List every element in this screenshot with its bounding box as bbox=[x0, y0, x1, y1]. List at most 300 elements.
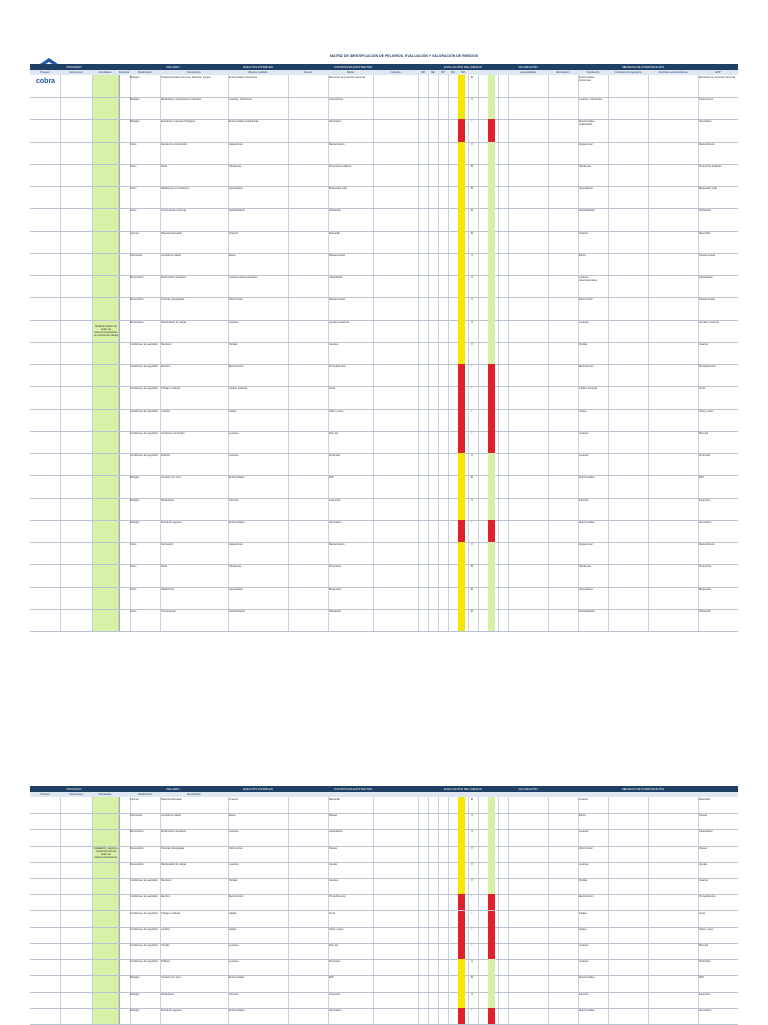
subheader-aceptabilidad: Aceptabilidad bbox=[520, 71, 536, 74]
hazard-class: Biológico bbox=[130, 98, 140, 102]
hazard-class: Físico bbox=[130, 164, 137, 168]
table-row bbox=[30, 253, 738, 276]
acceptability-indicator bbox=[488, 208, 495, 230]
possible-effects: Dolor lumbar bbox=[229, 846, 243, 850]
subheader-individuo: Individuo bbox=[390, 71, 401, 74]
possible-effects: Infección bbox=[229, 498, 239, 502]
possible-effects: Dolor lumbar bbox=[229, 298, 243, 302]
risk-level-indicator bbox=[458, 564, 465, 586]
possible-effects: Lesiones bbox=[229, 431, 239, 435]
intervention-measure: Golpes bbox=[579, 927, 587, 931]
possible-effects: Enfermedades bbox=[229, 476, 245, 480]
risk-level-indicator bbox=[458, 186, 465, 208]
ppe-measure: Vacunación bbox=[699, 520, 712, 524]
risk-level-indicator bbox=[458, 364, 465, 386]
hazard-class: Psicosocial bbox=[130, 814, 142, 818]
header-efectos-2: EFECTOS POSIBLES bbox=[243, 787, 273, 791]
hazard-class: Biomecánico bbox=[130, 320, 144, 324]
hazard-description: Públicos bbox=[161, 960, 171, 964]
subheader-nd: ND bbox=[421, 71, 425, 74]
ppe-measure: Inspecciones bbox=[699, 98, 713, 102]
risk-level-indicator bbox=[458, 959, 465, 975]
header-valoracion: VALORACIÓN bbox=[518, 65, 538, 69]
possible-effects: Lesiones, infecciones bbox=[229, 98, 252, 102]
hazard-class: Físico bbox=[130, 209, 137, 213]
risk-level-indicator bbox=[458, 453, 465, 475]
risk-level-label: II bbox=[471, 320, 473, 324]
existing-control: Pausas bbox=[329, 814, 337, 818]
intervention-measure: Irritación bbox=[579, 798, 589, 801]
risk-level-label: I bbox=[471, 911, 473, 915]
ppe-measure: Mascarilla bbox=[699, 231, 710, 235]
risk-level-label: II bbox=[471, 498, 473, 502]
possible-effects: Deshidratación bbox=[229, 609, 245, 613]
acceptability-indicator bbox=[488, 253, 495, 275]
hazard-description: Locativo bbox=[161, 409, 170, 413]
table-row bbox=[30, 862, 738, 879]
table-row bbox=[30, 231, 738, 254]
risk-level-label: I bbox=[471, 431, 473, 435]
header-peligro-2: PELIGRO bbox=[166, 787, 180, 791]
risk-level-label: III bbox=[471, 76, 473, 79]
ppe-measure: Pausas activas bbox=[699, 298, 716, 302]
subheader-subproceso-2: Subproceso bbox=[69, 793, 83, 796]
hazard-description: Movimientos repetitivos bbox=[161, 830, 186, 834]
hazard-class: Biológico bbox=[130, 76, 140, 79]
hazard-description: Mecánico bbox=[161, 342, 172, 346]
intervention-measure: Lesiones, infecciones bbox=[579, 98, 602, 102]
acceptability-indicator bbox=[488, 475, 495, 497]
ppe-measure: Pausas bbox=[699, 814, 707, 818]
possible-effects: Fatiga visual bbox=[229, 142, 243, 146]
risk-level-label: II bbox=[471, 846, 473, 850]
possible-effects: Heridas bbox=[229, 342, 238, 346]
intervention-measure: Irritación bbox=[579, 231, 589, 235]
existing-control: Procedimientos bbox=[329, 365, 346, 369]
risk-level-label: I bbox=[471, 895, 473, 899]
ppe-measure: Procedimientos bbox=[699, 365, 716, 369]
hazard-description: Contacto con virus bbox=[161, 976, 181, 980]
hazard-description: Eléctrico bbox=[161, 365, 171, 369]
hazard-description: Jornada de trabajo bbox=[161, 253, 181, 257]
table-row bbox=[30, 1008, 738, 1025]
header-medidas-2: MEDIDAS DE INTERVENCIÓN bbox=[621, 787, 665, 791]
intervention-measure: Infección bbox=[579, 992, 589, 996]
table-row bbox=[30, 320, 738, 343]
intervention-measure: Quemaduras bbox=[579, 587, 593, 591]
process-label: Realizar diseño de redes de telecomunicaciones en centros de trabajo bbox=[93, 325, 119, 337]
intervention-measure: Lesiones osteomusculares bbox=[579, 276, 598, 283]
existing-control: EPP bbox=[329, 976, 334, 980]
risk-level-indicator bbox=[458, 208, 465, 230]
risk-level-label: I bbox=[471, 120, 473, 124]
intervention-measure: Enfermedades bbox=[579, 976, 595, 980]
hazard-description: Posturas prolongadas bbox=[161, 846, 185, 850]
table-row bbox=[30, 498, 738, 521]
hazard-description: Exposición a iluminación bbox=[161, 142, 188, 146]
hazard-description: Ruido bbox=[161, 565, 168, 569]
acceptability-indicator bbox=[488, 829, 495, 845]
hazard-description: Radiaciones no ionizantes bbox=[161, 187, 189, 191]
ppe-measure: Vacunación bbox=[699, 120, 712, 124]
ppe-measure: Protocolos bbox=[699, 454, 711, 458]
hazard-class: Biológico bbox=[130, 976, 140, 980]
hazard-class: Condiciones de seguridad bbox=[130, 365, 158, 369]
subheader-sustitucion: Sustitución bbox=[586, 71, 600, 74]
risk-level-label: I bbox=[471, 387, 473, 391]
hazard-description: Exposición agentes bbox=[161, 1008, 182, 1012]
hazard-description: Mordeduras y picaduras por animales bbox=[161, 98, 201, 102]
hazard-description: Movimientos repetitivos bbox=[161, 276, 186, 280]
risk-level-indicator bbox=[458, 797, 465, 813]
intervention-measure: Electrocución bbox=[579, 365, 594, 369]
intervention-measure: Enfermedades bbox=[579, 1008, 595, 1012]
intervention-measure: Deshidratación bbox=[579, 209, 595, 213]
existing-control: Ayudas bbox=[329, 862, 337, 866]
existing-control: Inspecciones bbox=[329, 98, 343, 102]
acceptability-indicator bbox=[488, 943, 495, 959]
ppe-measure: Pausas bbox=[699, 846, 707, 850]
acceptability-indicator bbox=[488, 119, 495, 141]
hazard-description: Públicos bbox=[161, 454, 171, 458]
intervention-measure: Lesiones bbox=[579, 830, 589, 834]
risk-level-indicator bbox=[458, 97, 465, 119]
hazard-class: Biológico bbox=[130, 498, 140, 502]
intervention-measure: Enfermedades respiratorias bbox=[579, 120, 595, 127]
existing-control: Bloqueador bbox=[329, 587, 342, 591]
header-medidas: MEDIDAS DE INTERVENCIÓN bbox=[621, 65, 665, 69]
risk-level-indicator bbox=[458, 520, 465, 542]
ppe-measure: Bloqueador bbox=[699, 587, 712, 591]
risk-level-indicator bbox=[458, 431, 465, 453]
risk-level-label: II bbox=[471, 342, 473, 346]
intervention-measure: Lesiones bbox=[579, 960, 589, 964]
ppe-measure: Mantenimiento bbox=[699, 142, 715, 146]
ppe-measure: Guantes bbox=[699, 879, 709, 883]
hazard-class: Condiciones de seguridad bbox=[130, 387, 158, 391]
document-page-1 bbox=[30, 48, 738, 632]
hazard-description: Locativo bbox=[161, 927, 170, 931]
table-row bbox=[30, 927, 738, 944]
existing-control: Bloqueador solar bbox=[329, 187, 348, 191]
table-row bbox=[30, 959, 738, 976]
subheader-actividades-2: Actividades bbox=[98, 793, 112, 796]
acceptability-indicator bbox=[488, 878, 495, 894]
possible-effects: Caídas, fracturas bbox=[229, 387, 248, 391]
hazard-class: Condiciones de seguridad bbox=[130, 895, 158, 899]
table-row bbox=[30, 520, 738, 543]
existing-control: Mascarilla bbox=[329, 231, 340, 235]
risk-level-label: II bbox=[471, 862, 473, 866]
document-title: MATRIZ DE IDENTIFICACIÓN DE PELIGROS, EVALUACIÓN Y VALORACIÓN DE RIESGOS bbox=[330, 54, 479, 58]
existing-control: Arnés bbox=[329, 387, 336, 391]
risk-level-label: II bbox=[471, 276, 473, 280]
possible-effects: Enfermedades bbox=[229, 1008, 245, 1012]
risk-level-indicator bbox=[458, 862, 465, 878]
table-row bbox=[30, 911, 738, 928]
hazard-class: Biomecánico bbox=[130, 830, 144, 834]
acceptability-indicator bbox=[488, 520, 495, 542]
table-row bbox=[30, 975, 738, 992]
hazard-class: Condiciones de seguridad bbox=[130, 409, 158, 413]
risk-level-indicator bbox=[458, 992, 465, 1008]
possible-effects: Heridas bbox=[229, 879, 238, 883]
possible-effects: Estrés bbox=[229, 253, 236, 257]
hazard-class: Físico bbox=[130, 609, 137, 613]
hazard-description: Trabajo en alturas bbox=[161, 911, 181, 915]
possible-effects: Quemaduras bbox=[229, 187, 243, 191]
hazard-class: Físico bbox=[130, 142, 137, 146]
table-row bbox=[30, 943, 738, 960]
existing-control: Vacunación bbox=[329, 520, 342, 524]
risk-level-label: II bbox=[471, 298, 473, 302]
risk-level-label: II bbox=[471, 814, 473, 818]
existing-control: Inspección bbox=[329, 498, 341, 502]
existing-control: Orden y aseo bbox=[329, 409, 344, 413]
acceptability-indicator bbox=[488, 862, 495, 878]
existing-control: Hidratación bbox=[329, 209, 342, 213]
hazard-description: Material particulado bbox=[161, 798, 182, 801]
hazard-description: Eléctrico bbox=[161, 895, 171, 899]
risk-level-label: II bbox=[471, 454, 473, 458]
acceptability-indicator bbox=[488, 364, 495, 386]
acceptability-indicator bbox=[488, 75, 495, 97]
ppe-measure: Pausas activas bbox=[699, 253, 716, 257]
acceptability-indicator bbox=[488, 609, 495, 631]
table-row bbox=[30, 386, 738, 409]
hazard-description: Ruido bbox=[161, 164, 168, 168]
intervention-measure: Heridas bbox=[579, 879, 588, 883]
table-row bbox=[30, 342, 738, 365]
possible-effects: Lesiones bbox=[229, 943, 239, 947]
risk-level-label: I bbox=[471, 365, 473, 369]
table-row bbox=[30, 275, 738, 298]
hazard-class: Químico bbox=[130, 231, 139, 235]
hazard-description: Material particulado bbox=[161, 231, 182, 235]
table-row bbox=[30, 142, 738, 165]
ppe-measure: Capacitación bbox=[699, 276, 713, 280]
acceptability-indicator bbox=[488, 1008, 495, 1024]
hazard-class: Biomecánico bbox=[130, 276, 144, 280]
ppe-measure: Bloqueador solar bbox=[699, 187, 718, 191]
acceptability-indicator bbox=[488, 992, 495, 1008]
possible-effects: Deshidratación bbox=[229, 209, 245, 213]
acceptability-indicator bbox=[488, 275, 495, 297]
possible-effects: Enfermedades respiratorias bbox=[229, 120, 259, 124]
possible-effects: Electrocución bbox=[229, 365, 244, 369]
intervention-measure: Lesiones bbox=[579, 320, 589, 324]
existing-control: Ayudas mecánicas bbox=[329, 320, 350, 324]
hazard-description: Manipulación de cargas bbox=[161, 320, 187, 324]
header-evaluacion: EVALUACIÓN DEL RIESGO bbox=[443, 65, 483, 69]
risk-level-label: III bbox=[471, 587, 473, 591]
subheader-clasificacion: Clasificación bbox=[137, 71, 153, 74]
subheader-np: NP bbox=[441, 71, 445, 74]
ppe-measure: Ayudas mecánicas bbox=[699, 320, 720, 324]
risk-level-indicator bbox=[458, 542, 465, 564]
risk-level-label: I bbox=[471, 1008, 473, 1012]
table-row bbox=[30, 297, 738, 320]
subheader-nr: NR bbox=[461, 71, 465, 74]
ppe-measure: Mantenimiento bbox=[699, 543, 715, 547]
possible-effects: Fatiga visual bbox=[229, 543, 243, 547]
risk-level-indicator bbox=[458, 878, 465, 894]
acceptability-indicator bbox=[488, 320, 495, 342]
table-body bbox=[30, 75, 738, 631]
existing-control: Vacunación bbox=[329, 1008, 342, 1012]
document-page-2 bbox=[30, 770, 738, 1024]
subheader-nc: NC bbox=[451, 71, 455, 74]
ppe-measure: Mascarilla bbox=[699, 798, 710, 801]
acceptability-indicator bbox=[488, 564, 495, 586]
risk-level-indicator bbox=[458, 142, 465, 164]
acceptability-indicator bbox=[488, 297, 495, 319]
hazard-description: Mordeduras bbox=[161, 498, 174, 502]
acceptability-indicator bbox=[488, 164, 495, 186]
process-label-2: Instalación, soporte y mantenimiento de redes de telecomunicaciones bbox=[93, 847, 119, 859]
intervention-measure: Deshidratación bbox=[579, 609, 595, 613]
ppe-measure: Plan vial bbox=[699, 943, 709, 947]
subheader-proceso: Proceso bbox=[40, 71, 50, 74]
possible-effects: Caídas bbox=[229, 911, 237, 915]
subheader-administrativos: Controles administrativos bbox=[658, 71, 688, 74]
intervention-measure: Infección bbox=[579, 498, 589, 502]
risk-level-label: I bbox=[471, 927, 473, 931]
hazard-class: Condiciones de seguridad bbox=[130, 431, 158, 435]
ppe-measure: Protectores auditivos bbox=[699, 164, 722, 168]
existing-control: Plan vial bbox=[329, 431, 339, 435]
existing-control: Vacunación bbox=[329, 120, 342, 124]
acceptability-indicator bbox=[488, 186, 495, 208]
acceptability-indicator bbox=[488, 231, 495, 253]
acceptability-indicator bbox=[488, 142, 495, 164]
hazard-description: Jornada de trabajo bbox=[161, 814, 181, 818]
intervention-measure: Caídas, fracturas bbox=[579, 387, 598, 391]
risk-level-indicator bbox=[458, 164, 465, 186]
acceptability-indicator bbox=[488, 409, 495, 431]
ppe-measure: Orden y aseo bbox=[699, 927, 714, 931]
header-proceso: PROCESO bbox=[66, 65, 82, 69]
subheader-actividades: Actividades bbox=[98, 71, 112, 74]
acceptability-indicator bbox=[488, 846, 495, 862]
hazard-class: Físico bbox=[130, 565, 137, 569]
subheader-ingenieria: Controles de ingeniería bbox=[614, 71, 642, 74]
acceptability-indicator bbox=[488, 587, 495, 609]
table-row bbox=[30, 409, 738, 432]
risk-level-indicator bbox=[458, 119, 465, 141]
ppe-measure: Guantes bbox=[699, 342, 709, 346]
possible-effects: Infección bbox=[229, 992, 239, 996]
risk-level-label: III bbox=[471, 164, 473, 168]
risk-level-indicator bbox=[458, 813, 465, 829]
intervention-measure: Lesiones bbox=[579, 454, 589, 458]
risk-level-indicator bbox=[458, 320, 465, 342]
risk-level-label: II bbox=[471, 879, 473, 883]
subheader-descripcion-2: Descripción bbox=[187, 793, 201, 796]
risk-level-label: I bbox=[471, 943, 473, 947]
intervention-measure: Enfermedades bbox=[579, 520, 595, 524]
ppe-measure: Inspección bbox=[699, 992, 711, 996]
existing-control: Pausas activas bbox=[329, 253, 346, 257]
possible-effects: Lesiones osteomusculares bbox=[229, 276, 258, 280]
acceptability-indicator bbox=[488, 542, 495, 564]
risk-level-indicator bbox=[458, 911, 465, 927]
hazard-description: Temperaturas extremas bbox=[161, 209, 187, 213]
intervention-measure: Golpes bbox=[579, 409, 587, 413]
risk-level-indicator bbox=[458, 587, 465, 609]
acceptability-indicator bbox=[488, 797, 495, 813]
existing-control: Mantenimiento bbox=[329, 142, 345, 146]
existing-control: Pausas bbox=[329, 846, 337, 850]
table-row bbox=[30, 208, 738, 231]
hazard-description: Contacto/contacto con virus, bacterias, hongos bbox=[161, 76, 211, 79]
intervention-measure: Dolor lumbar bbox=[579, 298, 593, 302]
intervention-measure: Electrocución bbox=[579, 895, 594, 899]
risk-level-label: II bbox=[471, 253, 473, 257]
table-row bbox=[30, 992, 738, 1009]
risk-level-label: II bbox=[471, 98, 473, 102]
hazard-class: Biológico bbox=[130, 476, 140, 480]
table-row bbox=[30, 475, 738, 498]
possible-effects: Electrocución bbox=[229, 895, 244, 899]
acceptability-indicator bbox=[488, 911, 495, 927]
risk-level-indicator bbox=[458, 894, 465, 910]
table-row bbox=[30, 364, 738, 387]
acceptability-indicator bbox=[488, 97, 495, 119]
risk-level-indicator bbox=[458, 297, 465, 319]
risk-level-indicator bbox=[458, 409, 465, 431]
table-row bbox=[30, 894, 738, 911]
hazard-description: Contacto con virus bbox=[161, 476, 181, 480]
ppe-measure: Inspección bbox=[699, 498, 711, 502]
risk-level-indicator bbox=[458, 829, 465, 845]
existing-control: Mascarilla bbox=[329, 798, 340, 801]
table-row bbox=[30, 75, 738, 98]
table-row bbox=[30, 119, 738, 142]
possible-effects: Lesiones bbox=[229, 830, 239, 834]
header-evaluacion-2: EVALUACIÓN DEL RIESGO bbox=[443, 787, 483, 791]
table-row bbox=[30, 164, 738, 187]
risk-level-indicator bbox=[458, 253, 465, 275]
acceptability-indicator bbox=[488, 975, 495, 991]
existing-control: Guantes bbox=[329, 879, 339, 883]
risk-level-indicator bbox=[458, 475, 465, 497]
risk-level-indicator bbox=[458, 342, 465, 364]
possible-effects: Golpes bbox=[229, 409, 237, 413]
hazard-class: Físico bbox=[130, 543, 137, 547]
risk-level-indicator bbox=[458, 609, 465, 631]
intervention-measure: Quemaduras bbox=[579, 187, 593, 191]
possible-effects: Irritación bbox=[229, 798, 239, 801]
possible-effects: Estrés bbox=[229, 814, 236, 818]
hazard-class: Biológico bbox=[130, 992, 140, 996]
hazard-class: Condiciones de seguridad bbox=[130, 927, 158, 931]
existing-control: Protectores auditivos bbox=[329, 164, 352, 168]
risk-level-label: I bbox=[471, 520, 473, 524]
risk-level-indicator bbox=[458, 943, 465, 959]
acceptability-indicator bbox=[488, 813, 495, 829]
risk-level-label: I bbox=[471, 409, 473, 413]
risk-level-indicator bbox=[458, 275, 465, 297]
subheader-ne: NE bbox=[431, 71, 435, 74]
risk-level-label: II bbox=[471, 142, 473, 146]
existing-control: Pausas activas bbox=[329, 298, 346, 302]
hazard-class: Condiciones de seguridad bbox=[130, 943, 158, 947]
possible-effects: Enfermedades bbox=[229, 976, 245, 980]
ppe-measure: Plan vial bbox=[699, 431, 709, 435]
intervention-measure: Heridas bbox=[579, 342, 588, 346]
risk-level-label: III bbox=[471, 565, 473, 569]
